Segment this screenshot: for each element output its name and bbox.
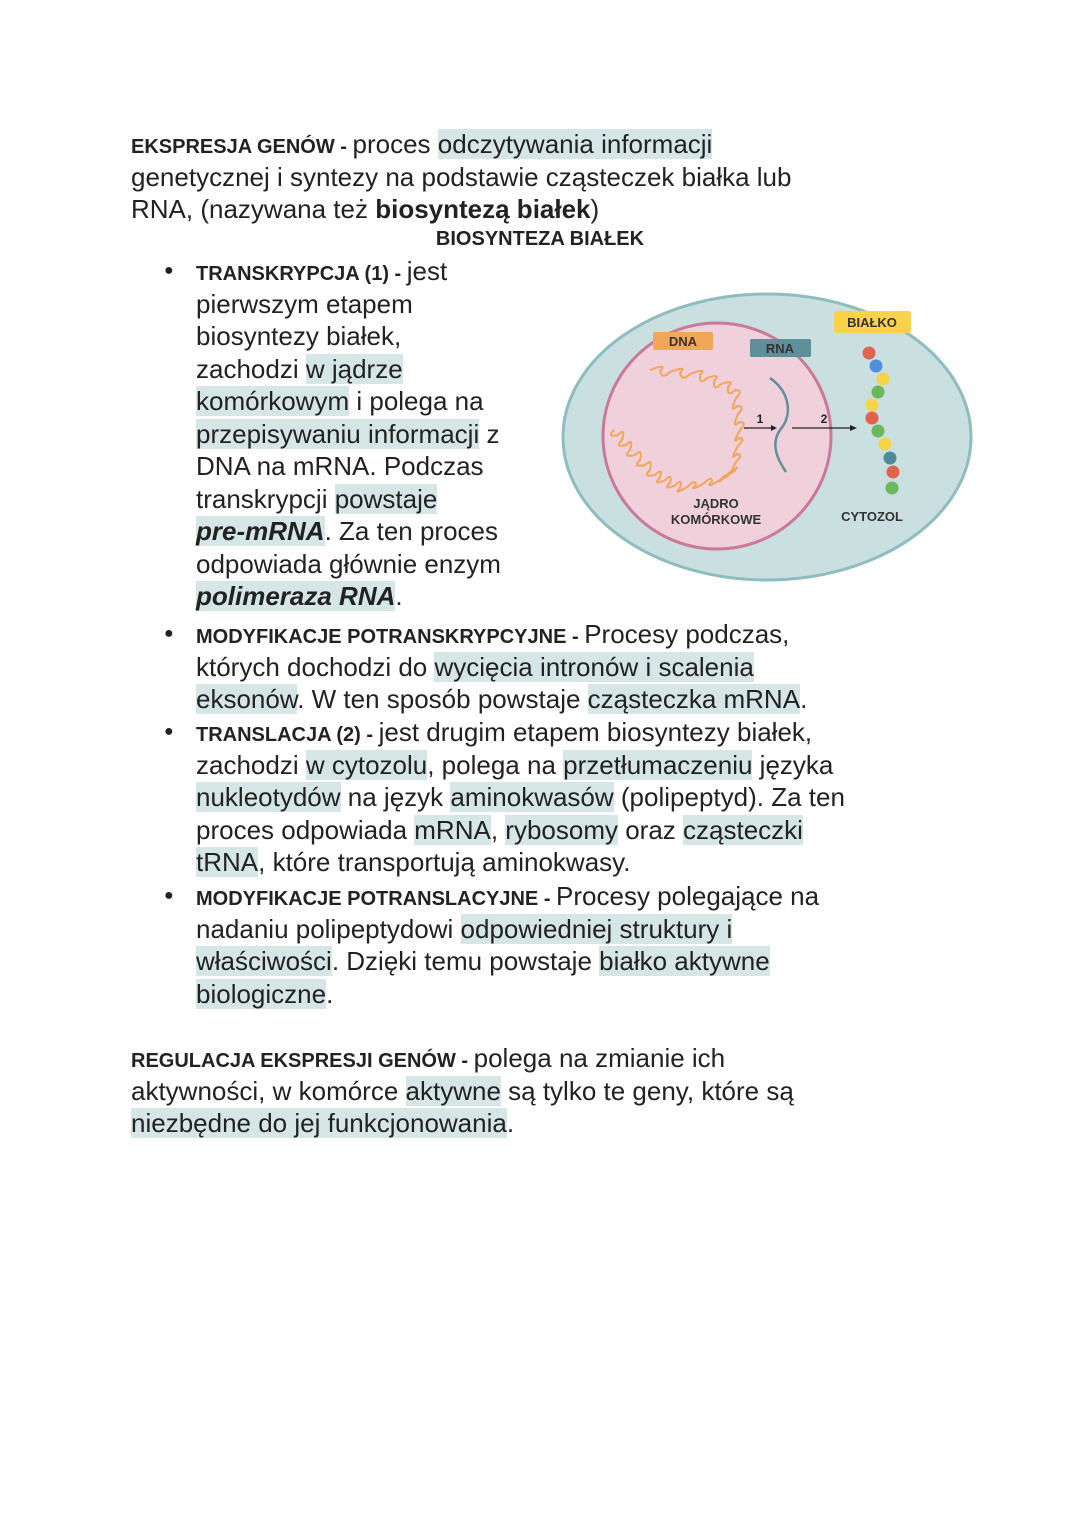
text-line: [131, 161, 791, 194]
text-segment: biosyntezą białek: [375, 194, 591, 224]
highlighted-text: cząsteczki: [683, 814, 803, 845]
text-segment: . W ten sposób powstaje: [297, 684, 588, 714]
highlighted-text: niezbędne do jej funkcjonowania: [131, 1108, 507, 1138]
amino-acid-bead: [866, 399, 879, 412]
amino-acid-bead: [870, 360, 883, 373]
highlighted-text: wycięcia intronów i scalenia: [434, 651, 754, 682]
highlighted-text: tRNA: [196, 847, 259, 877]
highlighted-text: aktywne: [405, 1075, 501, 1106]
text-line: [196, 385, 501, 418]
highlighted-text: w jądrze: [305, 353, 403, 384]
text-segment: jest: [406, 256, 448, 286]
text-segment: Procesy podczas,: [584, 619, 790, 649]
text-line: [196, 945, 819, 978]
text-segment: . Za ten proces: [324, 516, 498, 546]
text-line: [196, 320, 501, 353]
text-line: [131, 128, 791, 161]
text-segment: .: [800, 684, 808, 714]
highlighted-text: powstaje: [334, 483, 438, 514]
highlighted-text: eksonów: [196, 684, 298, 714]
text-line: [196, 580, 501, 613]
term-label: MODYFIKACJE POTRANSLACYJNE -: [196, 888, 557, 910]
term-label: TRANSLACJA (2) -: [196, 724, 379, 746]
bullet-icon: ●: [164, 887, 174, 904]
text-segment: DNA na mRNA. Podczas: [196, 451, 484, 481]
text-segment: których dochodzi do: [196, 651, 435, 682]
amino-acid-bead: [879, 438, 892, 451]
highlighted-text: białko aktywne: [599, 946, 770, 976]
text-segment: (polipeptyd). Za ten: [613, 782, 845, 812]
text-line: [196, 255, 501, 288]
text-line: [131, 1107, 794, 1140]
text-segment: polega na zmianie ich: [473, 1043, 726, 1073]
text-line: [196, 683, 807, 716]
text-line: [131, 193, 791, 226]
text-segment: ,: [490, 814, 506, 845]
bullet-modyfikacje-potranslacyjne: [164, 880, 820, 1010]
highlighted-text: cząsteczka mRNA: [587, 684, 801, 714]
text-line: [196, 978, 819, 1011]
text-segment: odpowiada głównie enzym: [196, 548, 501, 579]
dna-label: DNA: [668, 334, 698, 349]
text-segment: , które transportują aminokwasy.: [258, 847, 631, 877]
arrow-1-label: 1: [756, 412, 764, 426]
text-segment: na język: [340, 782, 451, 812]
section-title: BIOSYNTEZA BIAŁEK: [435, 228, 645, 250]
highlighted-text: pre-mRNA: [196, 516, 325, 546]
highlighted-text: odczytywania informacji: [437, 129, 713, 159]
nucleus-label-line-2: KOMÓRKOWE: [670, 512, 762, 527]
text-segment: pierwszym etapem: [196, 288, 413, 319]
text-segment: , polega na: [427, 749, 564, 780]
bullet-modyfikacje-potranskrypcyjne: [164, 618, 808, 716]
text-segment: są tylko te geny, które są: [500, 1075, 794, 1106]
text-segment: .: [506, 1108, 515, 1138]
intro-paragraph: [131, 128, 791, 226]
text-segment: Procesy polegające na: [556, 881, 820, 911]
text-segment: RNA, (nazywana też: [131, 194, 376, 224]
text-segment: proces odpowiada: [196, 814, 415, 845]
term-label: TRANSKRYPCJA (1) -: [196, 263, 407, 285]
highlighted-text: przepisywaniu informacji: [196, 418, 480, 449]
text-line: [196, 450, 501, 483]
text-segment: jest drugim etapem biosyntezy białek,: [378, 717, 813, 747]
text-segment: biosyntezy białek,: [196, 321, 402, 351]
highlighted-text: biologiczne: [196, 978, 327, 1009]
text-line: [131, 1042, 794, 1075]
text-segment: aktywności, w komórce: [131, 1075, 406, 1106]
text-segment: .: [395, 581, 403, 611]
amino-acid-bead: [877, 373, 890, 386]
biosynthesis-diagram: [555, 285, 980, 585]
amino-acid-bead: [886, 482, 899, 495]
bullet-transkrypcja: [164, 255, 501, 613]
text-line: [196, 913, 819, 946]
text-segment: genetycznej i syntezy na podstawie cząsteczek białka lub: [131, 161, 792, 192]
text-segment: proces: [352, 129, 438, 159]
text-segment: z: [479, 418, 500, 449]
amino-acid-bead: [884, 452, 897, 465]
amino-acid-bead: [887, 466, 900, 479]
regulation-paragraph: [131, 1042, 794, 1140]
text-segment: języka: [752, 749, 834, 780]
text-line: [196, 418, 501, 451]
highlighted-text: mRNA: [414, 814, 491, 845]
text-segment: nadaniu polipeptydowi: [196, 913, 461, 944]
text-line: [196, 353, 501, 386]
text-line: [131, 1075, 794, 1108]
text-line: [196, 651, 807, 684]
highlighted-text: polimeraza RNA: [196, 581, 396, 611]
highlighted-text: nukleotydów: [196, 782, 341, 812]
bullet-icon: ●: [164, 625, 174, 642]
text-line: [196, 880, 819, 913]
highlighted-text: aminokwasów: [450, 782, 614, 812]
highlighted-text: komórkowym: [196, 386, 350, 416]
highlighted-text: przetłumaczeniu: [563, 749, 753, 780]
term-label: EKSPRESJA GENÓW -: [131, 136, 353, 158]
text-line: [196, 749, 845, 782]
text-line: [196, 548, 501, 581]
amino-acid-bead: [872, 425, 885, 438]
text-segment: transkrypcji: [196, 483, 335, 514]
bullet-icon: ●: [164, 262, 174, 279]
text-line: [196, 515, 501, 548]
highlighted-text: w cytozolu: [305, 749, 428, 780]
text-segment: . Dzięki temu powstaje: [331, 946, 600, 976]
text-segment: ): [590, 194, 600, 224]
text-segment: .: [326, 978, 334, 1009]
bullet-translacja: [164, 716, 845, 879]
text-line: [196, 814, 845, 847]
text-line: [196, 716, 845, 749]
highlighted-text: rybosomy: [505, 814, 618, 845]
text-line: [196, 483, 501, 516]
highlighted-text: odpowiedniej struktury i: [460, 913, 733, 944]
term-label: MODYFIKACJE POTRANSKRYPCYJNE -: [196, 626, 585, 648]
text-segment: zachodzi: [196, 353, 306, 384]
text-segment: oraz: [617, 814, 684, 845]
rna-label: RNA: [765, 341, 795, 356]
text-segment: zachodzi: [196, 749, 306, 780]
term-label: REGULACJA EKSPRESJI GENÓW -: [131, 1050, 474, 1072]
cytosol-label: CYTOZOL: [841, 509, 903, 524]
nucleus-label-line-1: JĄDRO: [693, 496, 739, 511]
arrow-2-label: 2: [820, 412, 828, 426]
amino-acid-bead: [872, 386, 885, 399]
text-line: [196, 846, 845, 879]
protein-label: BIAŁKO: [847, 315, 897, 330]
highlighted-text: właściwości: [196, 946, 332, 976]
amino-acid-bead: [866, 412, 879, 425]
amino-acid-bead: [863, 347, 876, 360]
bullet-icon: ●: [164, 723, 174, 740]
text-line: [196, 618, 807, 651]
text-line: [196, 288, 501, 321]
text-line: [196, 781, 845, 814]
text-segment: i polega na: [349, 386, 484, 416]
